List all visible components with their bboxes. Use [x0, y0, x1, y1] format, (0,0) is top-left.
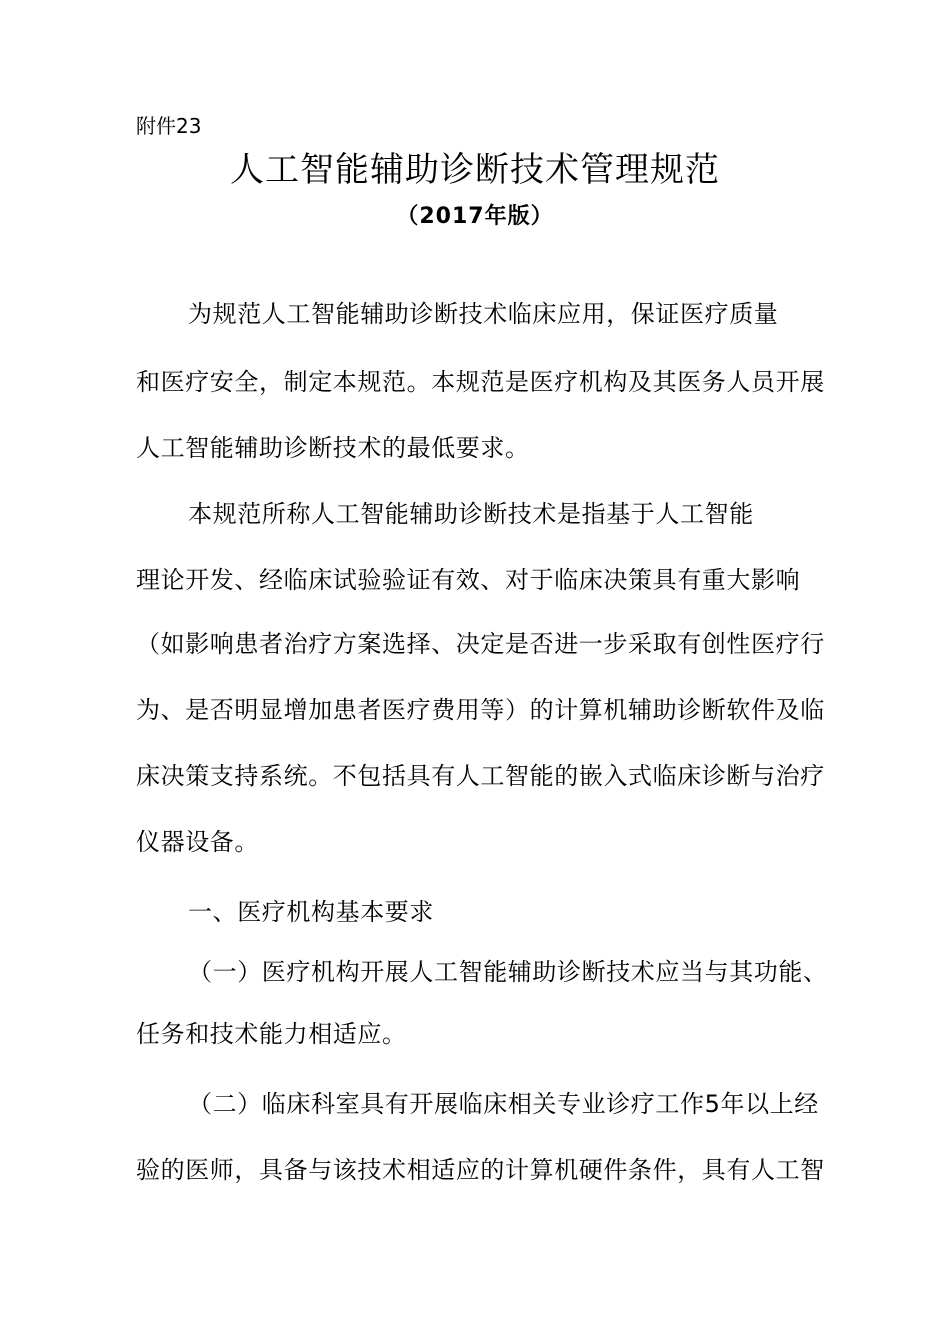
paragraph-line: 为规范人工智能辅助诊断技术临床应用，保证医疗质量	[188, 300, 779, 328]
paragraph-line: 和医疗安全，制定本规范。本规范是医疗机构及其医务人员开展	[136, 368, 825, 396]
paragraph-line: 人工智能辅助诊断技术的最低要求。	[136, 434, 530, 462]
paragraph-line: 理论开发、经临床试验验证有效、对于临床决策具有重大影响	[136, 566, 801, 594]
paragraph-line: 任务和技术能力相适应。	[136, 1020, 407, 1048]
document-title: 人工智能辅助诊断技术管理规范	[230, 150, 720, 190]
paragraph-line: （如影响患者治疗方案选择、决定是否进一步采取有创性医疗行	[136, 630, 825, 658]
attachment-label: 附件23	[136, 114, 202, 138]
paragraph-line: 床决策支持系统。不包括具有人工智能的嵌入式临床诊断与治疗	[136, 762, 825, 790]
section-heading: 一、医疗机构基本要求	[188, 898, 434, 926]
paragraph-line: （一）医疗机构开展人工智能辅助诊断技术应当与其功能、	[188, 958, 828, 986]
paragraph-line: 验的医师，具备与该技术相适应的计算机硬件条件，具有人工智	[136, 1156, 825, 1184]
paragraph-line: 仪器设备。	[136, 828, 259, 856]
paragraph-line: 为、是否明显增加患者医疗费用等）的计算机辅助诊断软件及临	[136, 696, 825, 724]
document-edition: （2017年版）	[396, 204, 554, 229]
paragraph-line: 本规范所称人工智能辅助诊断技术是指基于人工智能	[188, 500, 754, 528]
paragraph-line: （二）临床科室具有开展临床相关专业诊疗工作5年以上经	[188, 1090, 819, 1118]
